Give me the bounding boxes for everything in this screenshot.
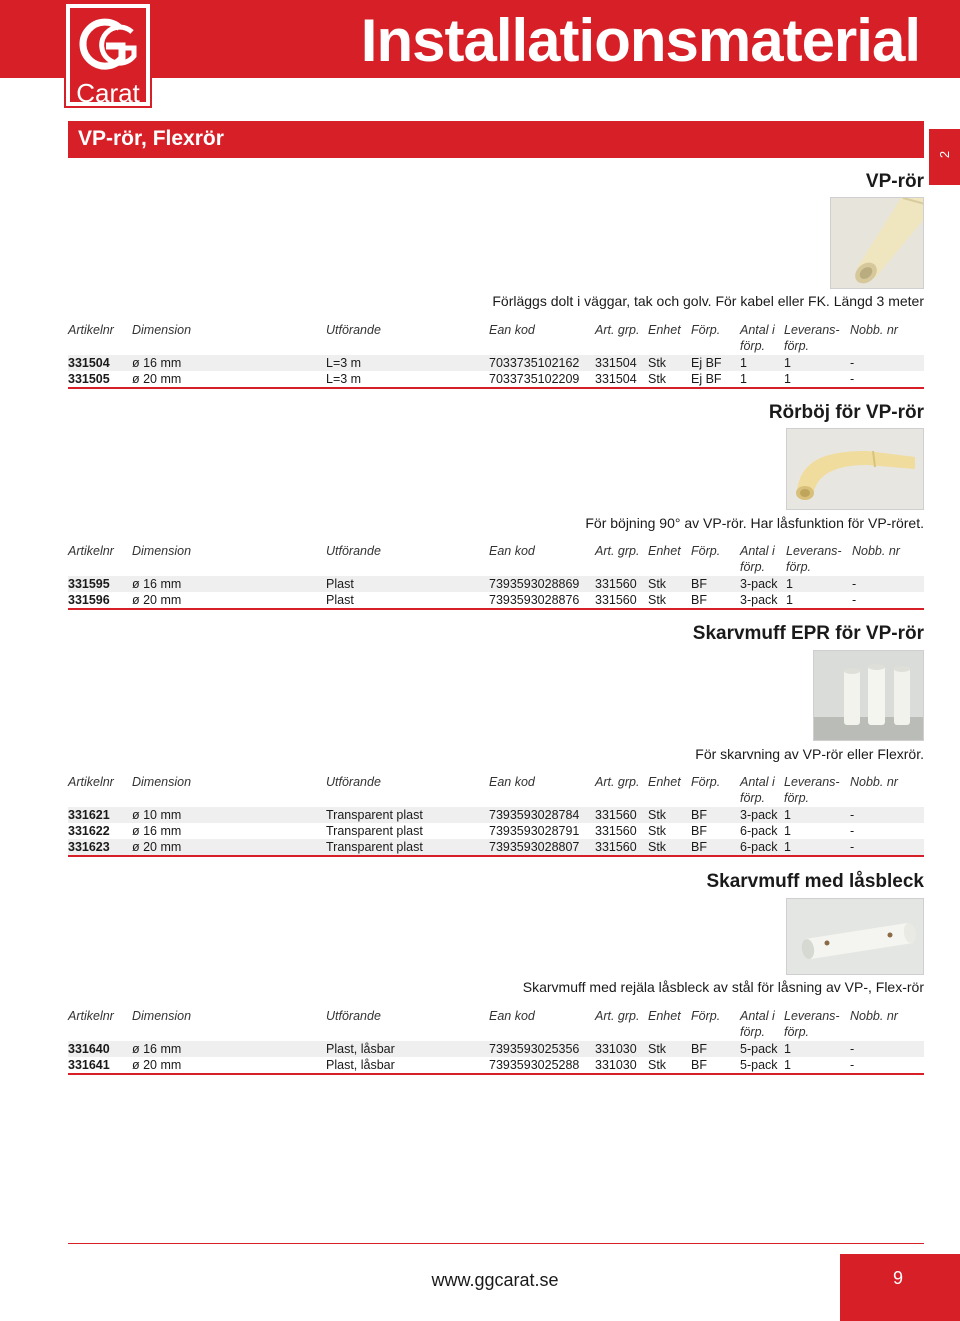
col-artikelnr: Artikelnr bbox=[68, 544, 114, 558]
cell-leverans: 1 bbox=[784, 356, 791, 370]
col-dimension: Dimension bbox=[132, 323, 192, 337]
cell-dimension: ø 16 mm bbox=[132, 356, 182, 370]
col-leverans-line2: förp. bbox=[784, 791, 810, 805]
cell-artgrp: 331504 bbox=[595, 372, 637, 386]
footer-website-link[interactable]: www.ggcarat.se bbox=[431, 1270, 559, 1290]
cell-eankod: 7393593028869 bbox=[489, 577, 580, 591]
col-antal-line2: förp. bbox=[740, 339, 766, 353]
col-leverans: Leverans- bbox=[784, 775, 840, 789]
sleeve-with-latch-icon bbox=[787, 899, 924, 975]
cell-nobb: - bbox=[852, 593, 857, 607]
cell-forp: BF bbox=[691, 1042, 707, 1056]
col-eankod: Ean kod bbox=[489, 775, 535, 789]
cell-eankod: 7393593028807 bbox=[489, 840, 580, 854]
col-nobb: Nobb. nr bbox=[850, 1009, 898, 1023]
cell-artgrp: 331560 bbox=[595, 808, 637, 822]
cell-artikelnr: 331621 bbox=[68, 808, 110, 822]
col-forp: Förp. bbox=[691, 775, 721, 789]
col-forp: Förp. bbox=[691, 544, 721, 558]
col-artikelnr: Artikelnr bbox=[68, 1009, 114, 1023]
col-antal: Antal i bbox=[740, 775, 775, 789]
product-table-rorboj bbox=[68, 543, 924, 610]
table-header bbox=[68, 543, 924, 576]
cell-artgrp: 331560 bbox=[595, 840, 637, 854]
cell-enhet: Stk bbox=[648, 1058, 667, 1072]
cell-leverans: 1 bbox=[786, 593, 793, 607]
cell-dimension: ø 16 mm bbox=[132, 824, 182, 838]
table-header bbox=[68, 774, 924, 807]
table-row bbox=[68, 1057, 924, 1073]
cell-artikelnr: 331505 bbox=[68, 372, 110, 386]
cell-nobb: - bbox=[850, 356, 855, 370]
cell-forp: BF bbox=[691, 824, 707, 838]
col-antal: Antal i bbox=[740, 323, 775, 337]
cell-artgrp: 331504 bbox=[595, 356, 637, 370]
cell-forp: BF bbox=[691, 840, 707, 854]
cell-utforande: Plast bbox=[326, 593, 354, 607]
footer-rule bbox=[68, 1243, 924, 1244]
cell-artgrp: 331560 bbox=[595, 824, 637, 838]
cell-antal: 3-pack bbox=[740, 577, 778, 591]
cell-antal: 1 bbox=[740, 372, 747, 386]
cell-leverans: 1 bbox=[784, 824, 791, 838]
cell-dimension: ø 20 mm bbox=[132, 372, 182, 386]
cell-utforande: Plast, låsbar bbox=[326, 1058, 395, 1072]
col-dimension: Dimension bbox=[132, 544, 192, 558]
table-rule bbox=[68, 387, 924, 389]
col-nobb: Nobb. nr bbox=[850, 775, 898, 789]
cell-dimension: ø 20 mm bbox=[132, 1058, 182, 1072]
col-eankod: Ean kod bbox=[489, 544, 535, 558]
cell-eankod: 7393593025288 bbox=[489, 1058, 580, 1072]
table-row bbox=[68, 355, 924, 371]
cell-artgrp: 331030 bbox=[595, 1042, 637, 1056]
table-row bbox=[68, 823, 924, 839]
cell-leverans: 1 bbox=[784, 1058, 791, 1072]
straight-pipe-icon bbox=[831, 198, 924, 289]
cell-artikelnr: 331623 bbox=[68, 840, 110, 854]
col-leverans-line2: förp. bbox=[784, 1025, 810, 1039]
product-table-skarvmuff-lasbleck bbox=[68, 1008, 924, 1075]
product-title-rorboj: Rörböj för VP-rör bbox=[768, 402, 924, 423]
product-image-skarvmuff-lasbleck bbox=[786, 898, 924, 975]
cell-nobb: - bbox=[850, 1058, 855, 1072]
cell-eankod: 7393593028784 bbox=[489, 808, 580, 822]
col-antal-line2: förp. bbox=[740, 791, 766, 805]
section-bar bbox=[68, 121, 924, 158]
col-antal: Antal i bbox=[740, 544, 775, 558]
cell-dimension: ø 20 mm bbox=[132, 593, 182, 607]
col-eankod: Ean kod bbox=[489, 1009, 535, 1023]
table-header bbox=[68, 1008, 924, 1041]
cell-antal: 1 bbox=[740, 356, 747, 370]
cell-dimension: ø 16 mm bbox=[132, 577, 182, 591]
col-utforande: Utförande bbox=[326, 775, 381, 789]
cell-eankod: 7393593028876 bbox=[489, 593, 580, 607]
page-number-box bbox=[840, 1254, 960, 1321]
product-title-skarvmuff-lasbleck: Skarvmuff med låsbleck bbox=[706, 871, 924, 892]
three-sleeves-icon bbox=[814, 651, 924, 741]
cell-utforande: L=3 m bbox=[326, 356, 362, 370]
table-row bbox=[68, 839, 924, 855]
col-antal-line2: förp. bbox=[740, 1025, 766, 1039]
col-leverans-line2: förp. bbox=[786, 560, 812, 574]
cell-leverans: 1 bbox=[784, 840, 791, 854]
cell-artikelnr: 331504 bbox=[68, 356, 110, 370]
cell-dimension: ø 16 mm bbox=[132, 1042, 182, 1056]
cell-artikelnr: 331640 bbox=[68, 1042, 110, 1056]
cell-eankod: 7393593025356 bbox=[489, 1042, 580, 1056]
logo-wordmark: Carat bbox=[76, 78, 140, 108]
product-image-rorboj bbox=[786, 428, 924, 510]
table-row bbox=[68, 371, 924, 387]
col-utforande: Utförande bbox=[326, 544, 381, 558]
cell-enhet: Stk bbox=[648, 593, 667, 607]
col-forp: Förp. bbox=[691, 1009, 721, 1023]
col-forp: Förp. bbox=[691, 323, 721, 337]
chapter-tab[interactable] bbox=[929, 129, 960, 185]
table-rule bbox=[68, 608, 924, 610]
col-leverans: Leverans- bbox=[786, 544, 842, 558]
cell-leverans: 1 bbox=[784, 372, 791, 386]
section-title: VP-rör, Flexrör bbox=[78, 127, 224, 150]
cell-nobb: - bbox=[850, 372, 855, 386]
page-number: 9 bbox=[892, 1268, 903, 1288]
col-enhet: Enhet bbox=[648, 775, 681, 789]
cell-forp: BF bbox=[691, 577, 707, 591]
col-antal: Antal i bbox=[740, 1009, 775, 1023]
table-rule bbox=[68, 855, 924, 857]
cell-artgrp: 331560 bbox=[595, 593, 637, 607]
cell-utforande: L=3 m bbox=[326, 372, 362, 386]
cell-artikelnr: 331622 bbox=[68, 824, 110, 838]
cell-enhet: Stk bbox=[648, 1042, 667, 1056]
cell-leverans: 1 bbox=[784, 808, 791, 822]
cell-antal: 3-pack bbox=[740, 808, 778, 822]
cell-eankod: 7033735102209 bbox=[489, 372, 580, 386]
col-artikelnr: Artikelnr bbox=[68, 323, 114, 337]
cell-enhet: Stk bbox=[648, 840, 667, 854]
cell-utforande: Transparent plast bbox=[326, 808, 423, 822]
cell-enhet: Stk bbox=[648, 356, 667, 370]
product-title-vp-ror: VP-rör bbox=[865, 171, 924, 192]
cell-antal: 5-pack bbox=[740, 1058, 778, 1072]
product-description-vp-ror: Förläggs dolt i väggar, tak och golv. För kabel eller FK. Längd 3 meter bbox=[492, 293, 924, 309]
col-dimension: Dimension bbox=[132, 775, 192, 789]
col-utforande: Utförande bbox=[326, 323, 381, 337]
ggcarat-logo[interactable] bbox=[64, 2, 152, 108]
col-leverans: Leverans- bbox=[784, 323, 840, 337]
cell-artikelnr: 331595 bbox=[68, 577, 110, 591]
col-utforande: Utförande bbox=[326, 1009, 381, 1023]
col-dimension: Dimension bbox=[132, 1009, 192, 1023]
cell-enhet: Stk bbox=[648, 372, 667, 386]
cell-nobb: - bbox=[850, 808, 855, 822]
cell-enhet: Stk bbox=[648, 824, 667, 838]
cell-artikelnr: 331596 bbox=[68, 593, 110, 607]
cell-nobb: - bbox=[850, 840, 855, 854]
cell-forp: Ej BF bbox=[691, 356, 722, 370]
cell-forp: BF bbox=[691, 1058, 707, 1072]
product-table-skarvmuff-epr bbox=[68, 774, 924, 857]
product-description-skarvmuff-lasbleck: Skarvmuff med rejäla låsbleck av stål för låsning av VP-, Flex-rör bbox=[522, 979, 924, 995]
cell-nobb: - bbox=[852, 577, 857, 591]
page-title: Installationsmaterial bbox=[360, 7, 920, 74]
product-description-skarvmuff-epr: För skarvning av VP-rör eller Flexrör. bbox=[695, 746, 924, 762]
cell-nobb: - bbox=[850, 824, 855, 838]
cell-dimension: ø 10 mm bbox=[132, 808, 182, 822]
chapter-tab-number: 2 bbox=[937, 150, 952, 159]
cell-eankod: 7393593028791 bbox=[489, 824, 580, 838]
product-description-rorboj: För böjning 90° av VP-rör. Har låsfunktion för VP-röret. bbox=[585, 515, 924, 531]
cell-forp: Ej BF bbox=[691, 372, 722, 386]
logo-background bbox=[70, 8, 146, 108]
cell-artgrp: 331560 bbox=[595, 577, 637, 591]
cell-enhet: Stk bbox=[648, 808, 667, 822]
col-leverans: Leverans- bbox=[784, 1009, 840, 1023]
product-table-vp-ror bbox=[68, 322, 924, 389]
table-row bbox=[68, 1041, 924, 1057]
table-row bbox=[68, 592, 924, 608]
cell-forp: BF bbox=[691, 808, 707, 822]
cell-antal: 3-pack bbox=[740, 593, 778, 607]
cell-artikelnr: 331641 bbox=[68, 1058, 110, 1072]
col-enhet: Enhet bbox=[648, 544, 681, 558]
cell-antal: 5-pack bbox=[740, 1042, 778, 1056]
cell-utforande: Plast, låsbar bbox=[326, 1042, 395, 1056]
cell-eankod: 7033735102162 bbox=[489, 356, 580, 370]
product-image-skarvmuff-epr bbox=[813, 650, 924, 741]
cell-utforande: Plast bbox=[326, 577, 354, 591]
cell-utforande: Transparent plast bbox=[326, 840, 423, 854]
col-artgrp: Art. grp. bbox=[595, 1009, 640, 1023]
col-leverans-line2: förp. bbox=[784, 339, 810, 353]
col-artikelnr: Artikelnr bbox=[68, 775, 114, 789]
cell-enhet: Stk bbox=[648, 577, 667, 591]
gg-monogram-icon bbox=[76, 14, 140, 76]
col-artgrp: Art. grp. bbox=[595, 775, 640, 789]
cell-leverans: 1 bbox=[786, 577, 793, 591]
cell-forp: BF bbox=[691, 593, 707, 607]
cell-nobb: - bbox=[850, 1042, 855, 1056]
cell-utforande: Transparent plast bbox=[326, 824, 423, 838]
product-title-skarvmuff-epr: Skarvmuff EPR för VP-rör bbox=[692, 623, 924, 644]
cell-dimension: ø 20 mm bbox=[132, 840, 182, 854]
table-row bbox=[68, 807, 924, 823]
col-antal-line2: förp. bbox=[740, 560, 766, 574]
col-eankod: Ean kod bbox=[489, 323, 535, 337]
col-artgrp: Art. grp. bbox=[595, 544, 640, 558]
table-header bbox=[68, 322, 924, 355]
cell-antal: 6-pack bbox=[740, 824, 778, 838]
product-image-vp-ror bbox=[830, 197, 924, 289]
bent-pipe-icon bbox=[787, 429, 924, 510]
col-enhet: Enhet bbox=[648, 1009, 681, 1023]
col-artgrp: Art. grp. bbox=[595, 323, 640, 337]
cell-artgrp: 331030 bbox=[595, 1058, 637, 1072]
col-nobb: Nobb. nr bbox=[852, 544, 900, 558]
table-row bbox=[68, 576, 924, 592]
table-rule bbox=[68, 1073, 924, 1075]
col-enhet: Enhet bbox=[648, 323, 681, 337]
cell-leverans: 1 bbox=[784, 1042, 791, 1056]
col-nobb: Nobb. nr bbox=[850, 323, 898, 337]
cell-antal: 6-pack bbox=[740, 840, 778, 854]
